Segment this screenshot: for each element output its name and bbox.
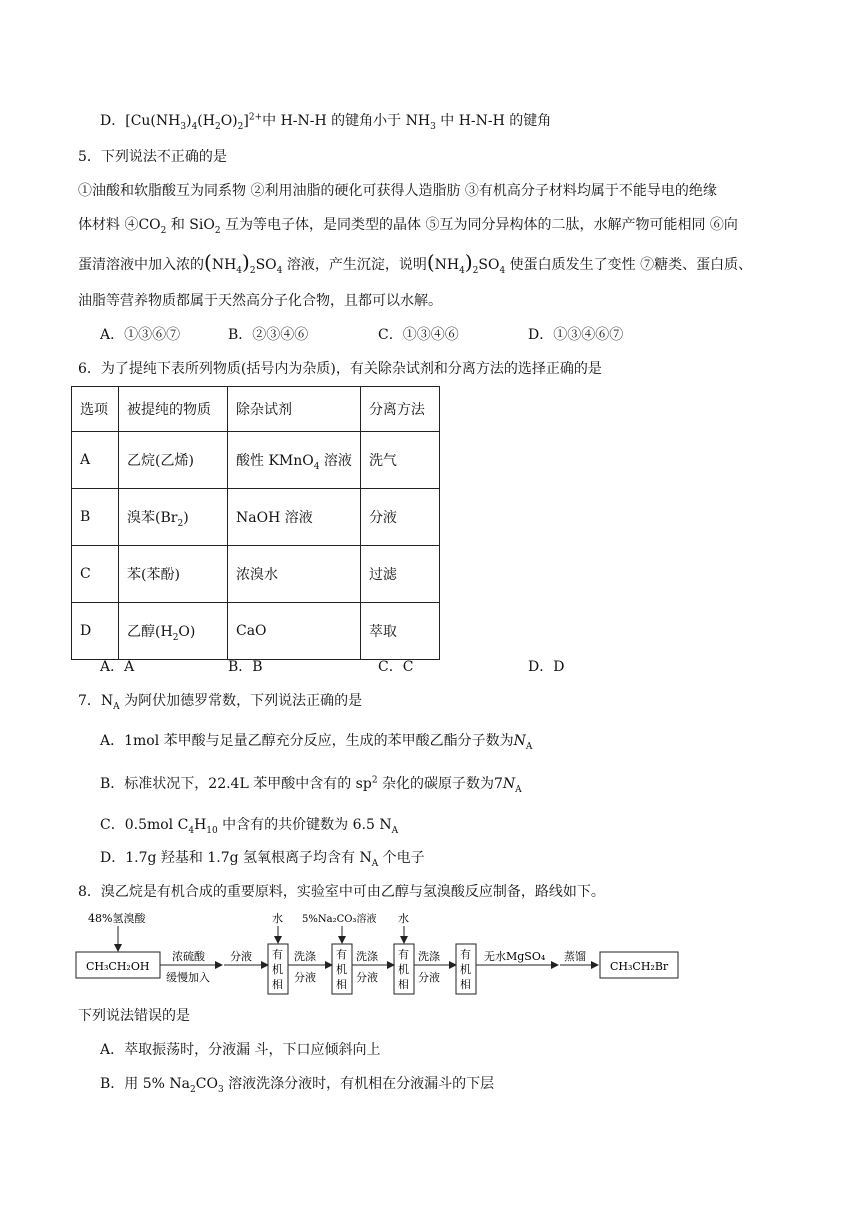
q8-option-b[interactable]: B．用 5% $Na_2CO_3$ 溶液洗涤分液时，有机相在分液漏斗的下层 [100, 1076, 495, 1095]
q4-option-d: D．$[Cu(NH_3)_4(H_2O)_2]^{2+}$中 H-N-H 的键角小于 $NH_3$ 中 H-N-H 的键角 [100, 112, 552, 132]
synthesis-flow-diagram [72, 908, 692, 1000]
q8-sub-stem: 下列说法错误的是 [78, 1008, 190, 1024]
cell-reagent: CaO [228, 603, 361, 660]
q7-option-d[interactable]: D．1.7g 羟基和 1.7g 氢氧根离子均含有 $N_A$ 个电子 [100, 850, 425, 869]
q6-stem: 6．为了提纯下表所列物质(括号内为杂质)，有关除杂试剂和分离方法的选择正确的是 [78, 361, 602, 377]
step-separate-2: 分液 [356, 971, 378, 984]
organic-char: 有 [336, 948, 347, 961]
cell-reagent: 酸性 KMnO$_4$ 溶液 [228, 432, 361, 489]
q8-option-a[interactable]: A．萃取振荡时，分液漏 斗，下口应倾斜向上 [100, 1042, 381, 1058]
cell-method: 洗气 [360, 432, 439, 489]
organic-char: 有 [398, 948, 409, 961]
table-row [72, 546, 440, 603]
cell-option: D [72, 603, 119, 660]
organic-char: 相 [460, 978, 471, 991]
step-slow-add: 缓慢加入 [166, 971, 210, 984]
header-cell: 分离方法 [360, 387, 439, 432]
q5-line-4: 油脂等营养物质都属于天然高分子化合物，且都可以水解。 [78, 293, 442, 309]
step-wash-3: 洗涤 [418, 950, 440, 963]
step-separate-1: 分液 [294, 971, 316, 984]
organic-char: 机 [398, 963, 409, 976]
organic-char: 有 [272, 948, 283, 961]
q5-option-c[interactable]: C．①③④⑥ [378, 327, 459, 343]
organic-char: 相 [272, 978, 283, 991]
bromoethane-label: CH₃CH₂Br [610, 960, 669, 973]
cell-option: C [72, 546, 119, 603]
q5-option-b[interactable]: B．②③④⑥ [228, 327, 309, 343]
q5-option-d[interactable]: D．①③④⑥⑦ [528, 327, 624, 343]
cell-substance: 苯(苯酚) [119, 546, 228, 603]
step-h2so4: 浓硫酸 [172, 950, 205, 963]
q5-line-1: ①油酸和软脂酸互为同系物 ②利用油脂的硬化可获得人造脂肪 ③有机高分子材料均属于不能导电的绝缘 [78, 183, 717, 199]
cell-substance: 乙烷(乙烯) [119, 432, 228, 489]
q6-option-c[interactable]: C．C [378, 659, 414, 675]
cell-substance: 乙醇$(H_2O)$ [119, 603, 228, 660]
organic-char: 相 [336, 978, 347, 991]
step-distill: 蒸馏 [564, 950, 586, 963]
organic-char: 机 [336, 963, 347, 976]
q5-option-a[interactable]: A．①③⑥⑦ [100, 327, 181, 343]
cell-substance: 溴苯$(Br_2)$ [119, 489, 228, 546]
cell-option: B [72, 489, 119, 546]
cell-method: 萃取 [360, 603, 439, 660]
q6-table [71, 386, 440, 660]
q5-line-2: 体材料 $④CO_2$ 和 SiO$_2$ 互为等电子体，是同类型的晶体 ⑤互为同分异构体的二肽，水解产物可能相同 ⑥向 [78, 217, 738, 236]
q7-option-c[interactable]: C．0.5mol $C_4H_{10}$ 中含有的共价键数为 6.5 $N_A$ [100, 817, 399, 836]
cell-method: 分液 [360, 489, 439, 546]
water-label-1: 水 [272, 912, 283, 925]
step-mgso4: 无水MgSO₄ [484, 950, 546, 963]
cell-option: A [72, 432, 119, 489]
cell-method: 过滤 [360, 546, 439, 603]
q5-stem: 5．下列说法不正确的是 [78, 149, 227, 165]
q8-stem: 8．溴乙烷是有机合成的重要原料，实验室中可由乙醇与氢溴酸反应制备，路线如下。 [78, 884, 605, 900]
na2co3-label: 5%Na₂CO₃溶液 [302, 914, 377, 925]
step-separate-3: 分液 [418, 971, 440, 984]
table-header-row [72, 387, 440, 432]
ethanol-label: CH₃CH₂OH [86, 960, 150, 973]
q6-option-d[interactable]: D．D [528, 659, 565, 675]
organic-char: 相 [398, 978, 409, 991]
organic-char: 有 [460, 948, 471, 961]
q7-option-b[interactable]: B．标准状况下，22.4L 苯甲酸中含有的 $sp^2$ 杂化的碳原子数为$7N_A$ [100, 775, 522, 795]
cell-reagent: NaOH 溶液 [228, 489, 361, 546]
table-row [72, 603, 440, 660]
step-separate: 分液 [230, 950, 252, 963]
organic-char: 机 [272, 963, 283, 976]
q7-stem: 7．$N_A$ 为阿伏加德罗常数，下列说法正确的是 [78, 693, 363, 712]
cell-reagent: 浓溴水 [228, 546, 361, 603]
water-label-2: 水 [398, 912, 409, 925]
q7-option-a[interactable]: A．1mol 苯甲酸与足量乙醇充分反应，生成的苯甲酸乙酯分子数为$N_A$ [100, 733, 533, 752]
step-wash-2: 洗涤 [356, 950, 378, 963]
organic-char: 机 [460, 963, 471, 976]
q6-option-b[interactable]: B．B [228, 659, 263, 675]
header-cell: 选项 [72, 387, 119, 432]
q5-line-3: 蛋清溶液中加入浓的$(NH_4)_2SO_4$ 溶液，产生沉淀，说明$(NH_4)_2SO_4$ 使蛋白质发生了变性 ⑦糖类、蛋白质、 [78, 250, 753, 276]
header-cell: 被提纯的物质 [119, 387, 228, 432]
table-row [72, 432, 440, 489]
q6-option-a[interactable]: A．A [100, 659, 135, 675]
hbr-label: 48%氢溴酸 [88, 912, 146, 925]
table-row [72, 489, 440, 546]
header-cell: 除杂试剂 [228, 387, 361, 432]
step-wash-1: 洗涤 [294, 950, 316, 963]
